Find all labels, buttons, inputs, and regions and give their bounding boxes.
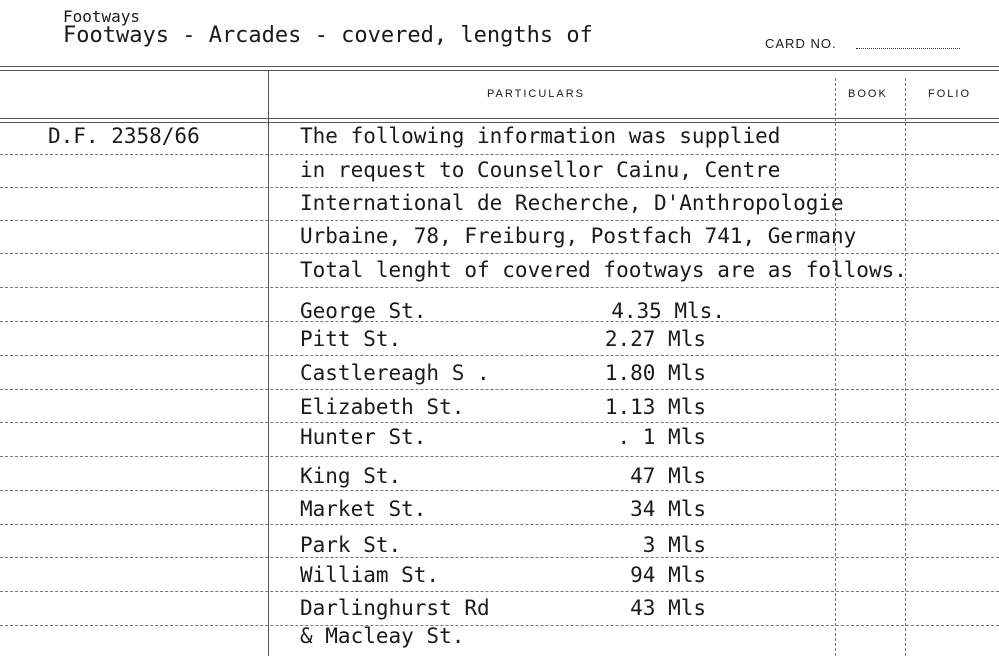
street-length: 43 Mls	[630, 596, 706, 620]
card-no-label: CARD NO.	[765, 36, 837, 51]
column-header-rule-2	[0, 122, 999, 123]
folio-heading: FOLIO	[928, 88, 972, 100]
street-name: King St.	[300, 464, 402, 488]
street-length: 94 Mls	[630, 563, 706, 587]
book-column-divider	[835, 78, 836, 656]
street-length: 47 Mls	[630, 464, 706, 488]
row-rule	[0, 187, 999, 188]
street-name: William St.	[300, 563, 440, 587]
street-name: & Macleay St.	[300, 624, 465, 648]
header-rule-top	[0, 66, 999, 67]
street-name: Market St.	[300, 497, 427, 521]
street-length: 4.35 Mls.	[611, 299, 725, 323]
ref-column-divider	[268, 70, 269, 656]
row-rule	[0, 490, 999, 491]
row-rule	[0, 253, 999, 254]
column-header-rule	[0, 118, 999, 119]
paragraph-line: Urbaine, 78, Freiburg, Postfach 741, Germany	[300, 224, 857, 248]
paragraph-line: Total lenght of covered footways are as follows.	[300, 258, 907, 282]
row-rule	[0, 591, 999, 592]
row-rule	[0, 524, 999, 525]
street-length: 2.27 Mls	[604, 327, 706, 351]
street-name: Elizabeth St.	[300, 395, 465, 419]
street-name: Pitt St.	[300, 327, 402, 351]
row-rule	[0, 456, 999, 457]
street-name: Darlinghurst Rd	[300, 596, 490, 620]
street-length: 34 Mls	[630, 497, 706, 521]
paragraph-line: International de Recherche, D'Anthropologie	[300, 191, 844, 215]
street-length: . 1 Mls	[617, 425, 706, 449]
header-rule-bottom	[0, 70, 999, 71]
street-length: 1.80 Mls	[604, 361, 706, 385]
title-overstrike: Footways	[63, 7, 141, 26]
reference-number: D.F. 2358/66	[48, 124, 200, 148]
row-rule	[0, 321, 999, 322]
row-rule	[0, 422, 999, 423]
row-rule	[0, 389, 999, 390]
row-rule	[0, 220, 999, 221]
row-rule	[0, 557, 999, 558]
street-length: 3 Mls	[642, 533, 706, 557]
street-name: George St.	[300, 299, 427, 323]
paragraph-line: in request to Counsellor Cainu, Centre	[300, 158, 781, 182]
row-rule	[0, 287, 999, 288]
card-title: Footways - Arcades - covered, lengths of	[63, 23, 593, 48]
street-name: Hunter St.	[300, 425, 427, 449]
row-rule	[0, 355, 999, 356]
street-name: Park St.	[300, 533, 402, 557]
book-heading: BOOK	[848, 88, 888, 100]
folio-column-divider	[905, 78, 906, 656]
paragraph-line: The following information was supplied	[300, 124, 781, 148]
street-name: Castlereagh S .	[300, 361, 490, 385]
row-rule	[0, 154, 999, 155]
particulars-heading: PARTICULARS	[487, 88, 586, 100]
street-length: 1.13 Mls	[604, 395, 706, 419]
card-no-field	[856, 48, 960, 49]
row-rule	[0, 625, 999, 626]
